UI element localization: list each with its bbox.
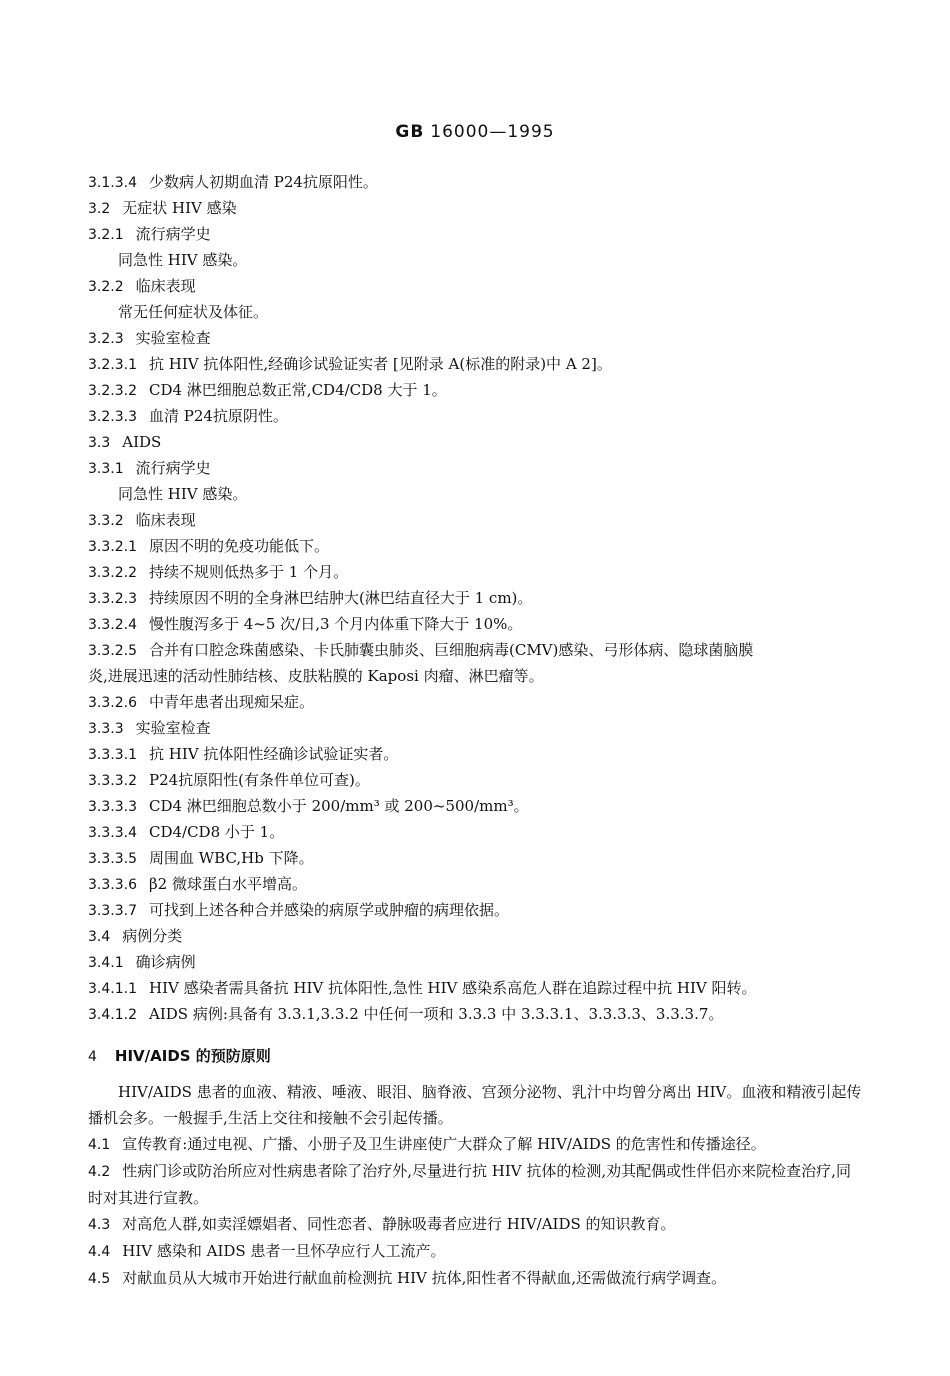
clause-text: 临床表现	[135, 277, 196, 295]
clause-line	[88, 689, 863, 715]
clause-line	[88, 299, 863, 325]
clause-text: 原因不明的免疫功能低下。	[148, 537, 329, 555]
clause-line	[88, 559, 863, 585]
clause-line	[88, 871, 863, 897]
clause-line	[88, 897, 863, 923]
clause-number: 3.3.2.1	[88, 539, 137, 555]
clause-text: 持续原因不明的全身淋巴结肿大(淋巴结直径大于 1 cm)。	[148, 589, 533, 607]
clause-number: 3.4.1.1	[88, 981, 137, 997]
clause-line	[88, 793, 863, 819]
clause-text: HIV 感染者需具备抗 HIV 抗体阳性,急性 HIV 感染系高危人群在追踪过程中抗 HIV 阳转。	[148, 979, 757, 997]
clause-text: 合并有口腔念珠菌感染、卡氏肺囊虫肺炎、巨细胞病毒(CMV)感染、弓形体病、隐球菌脑膜	[148, 641, 754, 659]
clause-line	[88, 767, 863, 793]
prevention-item	[88, 1158, 863, 1211]
clause-number: 3.3.3.1	[88, 747, 137, 763]
clause-number: 3.3.3.4	[88, 825, 137, 841]
clause-text: 临床表现	[135, 511, 196, 529]
section-intro-paragraph: HIV/AIDS 患者的血液、精液、唾液、眼泪、脑脊液、宫颈分泌物、乳汁中均曾分离出 HIV。血液和精液引起传播机会多。一般握手,生活上交往和接触不会引起传播。	[88, 1083, 862, 1127]
clause-text: 中青年患者出现痴呆症。	[148, 693, 314, 711]
clause-line	[88, 351, 863, 377]
item-number: 4.1	[88, 1137, 111, 1153]
clause-number: 3.3	[88, 435, 111, 451]
clause-number: 3.2	[88, 201, 111, 217]
clause-text: 实验室检查	[135, 719, 211, 737]
clause-line	[88, 455, 863, 481]
clause-text: β2 微球蛋白水平增高。	[148, 875, 307, 893]
clause-number: 3.3.2.3	[88, 591, 137, 607]
clause-text: CD4 淋巴细胞总数正常,CD4/CD8 大于 1。	[148, 381, 447, 399]
clause-text: 病例分类	[122, 927, 183, 945]
item-text: 对高危人群,如卖淫嫖娼者、同性恋者、静脉吸毒者应进行 HIV/AIDS 的知识教育。	[122, 1215, 676, 1233]
prevention-item	[88, 1211, 863, 1238]
clause-text: 流行病学史	[135, 225, 211, 243]
clause-number: 3.2.2	[88, 279, 124, 295]
standard-prefix: GB	[395, 122, 425, 142]
clause-text: 可找到上述各种合并感染的病原学或肿瘤的病理依据。	[148, 901, 509, 919]
clause-number: 3.3.2.5	[88, 643, 137, 659]
clause-text: 周围血 WBC,Hb 下降。	[148, 849, 314, 867]
clause-line	[88, 377, 863, 403]
clause-text: 无症状 HIV 感染	[122, 199, 237, 217]
clause-text: CD4 淋巴细胞总数小于 200/mm³ 或 200~500/mm³。	[148, 797, 529, 815]
item-text: 性病门诊或防治所应对性病患者除了治疗外,尽量进行抗 HIV 抗体的检测,劝其配偶或性伴侣亦来院检查治疗,同时对其进行宣教。	[88, 1162, 851, 1207]
clause-line	[88, 325, 863, 351]
clause-line	[88, 195, 863, 221]
clause-number: 3.2.3.1	[88, 357, 137, 373]
clause-number: 3.2.3	[88, 331, 124, 347]
clause-number: 3.3.3	[88, 721, 124, 737]
section-title: HIV/AIDS 的预防原则	[114, 1047, 271, 1065]
clause-number: 3.3.2.6	[88, 695, 137, 711]
clause-line	[88, 637, 863, 663]
item-number: 4.2	[88, 1164, 111, 1180]
clause-line	[88, 247, 863, 273]
clause-line	[88, 273, 863, 299]
prevention-item	[88, 1238, 863, 1265]
clause-line	[88, 507, 863, 533]
clause-number: 3.3.3.6	[88, 877, 137, 893]
clause-text: 同急性 HIV 感染。	[118, 485, 248, 503]
clause-text: 炎,进展迅速的活动性肺结核、皮肤粘膜的 Kaposi 肉瘤、淋巴瘤等。	[88, 667, 544, 685]
prevention-item	[88, 1265, 863, 1292]
clause-line	[88, 1001, 863, 1027]
clause-number: 3.3.1	[88, 461, 124, 477]
clause-text: P24抗原阳性(有条件单位可查)。	[148, 771, 370, 789]
clause-text: 抗 HIV 抗体阳性经确诊试验证实者。	[148, 745, 399, 763]
clause-line	[88, 429, 863, 455]
clause-text: 持续不规则低热多于 1 个月。	[148, 563, 349, 581]
clause-text: 常无任何症状及体征。	[118, 303, 269, 321]
clause-number: 3.2.3.2	[88, 383, 137, 399]
clause-number: 3.4.1	[88, 955, 124, 971]
standard-code: 16000—1995	[430, 122, 555, 142]
clause-text: 实验室检查	[135, 329, 211, 347]
section-number: 4	[88, 1049, 97, 1065]
item-number: 4.5	[88, 1271, 111, 1287]
clause-text: 慢性腹泻多于 4~5 次/日,3 个月内体重下降大于 10%。	[148, 615, 523, 633]
clause-number: 3.2.3.3	[88, 409, 137, 425]
clause-text: AIDS 病例:具备有 3.3.1,3.3.2 中任何一项和 3.3.3 中 3.3.3.1、3.3.3.3、3.3.3.7。	[148, 1005, 724, 1023]
clause-line	[88, 663, 863, 689]
clause-line	[88, 221, 863, 247]
item-text: 对献血员从大城市开始进行献血前检测抗 HIV 抗体,阳性者不得献血,还需做流行病学调查。	[122, 1269, 727, 1287]
prevention-item	[88, 1131, 863, 1158]
clause-text: 流行病学史	[135, 459, 211, 477]
clause-line	[88, 845, 863, 871]
item-number: 4.3	[88, 1217, 111, 1233]
clause-line	[88, 533, 863, 559]
clause-line	[88, 819, 863, 845]
item-text: HIV 感染和 AIDS 患者一旦怀孕应行人工流产。	[122, 1242, 446, 1260]
clause-line	[88, 481, 863, 507]
clause-line	[88, 923, 863, 949]
clause-line	[88, 975, 863, 1001]
clause-text: 同急性 HIV 感染。	[118, 251, 248, 269]
clause-number: 3.3.2.2	[88, 565, 137, 581]
clause-number: 3.3.3.2	[88, 773, 137, 789]
clause-number: 3.2.1	[88, 227, 124, 243]
clause-text: AIDS	[122, 433, 162, 451]
clause-text: 抗 HIV 抗体阳性,经确诊试验证实者 [见附录 A(标准的附录)中 A 2]。	[148, 355, 612, 373]
clause-number: 3.3.3.7	[88, 903, 137, 919]
clause-text: 少数病人初期血清 P24抗原阳性。	[148, 173, 378, 191]
clause-line	[88, 715, 863, 741]
clause-number: 3.3.2	[88, 513, 124, 529]
clause-line	[88, 611, 863, 637]
clause-number: 3.1.3.4	[88, 175, 137, 191]
clause-line	[88, 585, 863, 611]
clause-line	[88, 741, 863, 767]
clause-number: 3.3.3.3	[88, 799, 137, 815]
clause-text: 血清 P24抗原阴性。	[148, 407, 288, 425]
item-text: 宣传教育:通过电视、广播、小册子及卫生讲座使广大群众了解 HIV/AIDS 的危害性和传播途径。	[122, 1135, 766, 1153]
section-heading	[88, 1043, 863, 1069]
clause-number: 3.4.1.2	[88, 1007, 137, 1023]
clause-number: 3.3.3.5	[88, 851, 137, 867]
clause-line	[88, 949, 863, 975]
clause-number: 3.3.2.4	[88, 617, 137, 633]
clause-text: 确诊病例	[135, 953, 196, 971]
item-number: 4.4	[88, 1244, 111, 1260]
clause-number: 3.4	[88, 929, 111, 945]
page-header	[0, 122, 950, 142]
document-body	[88, 169, 863, 1292]
clause-line	[88, 403, 863, 429]
clause-text: CD4/CD8 小于 1。	[148, 823, 285, 841]
clause-line	[88, 169, 863, 195]
